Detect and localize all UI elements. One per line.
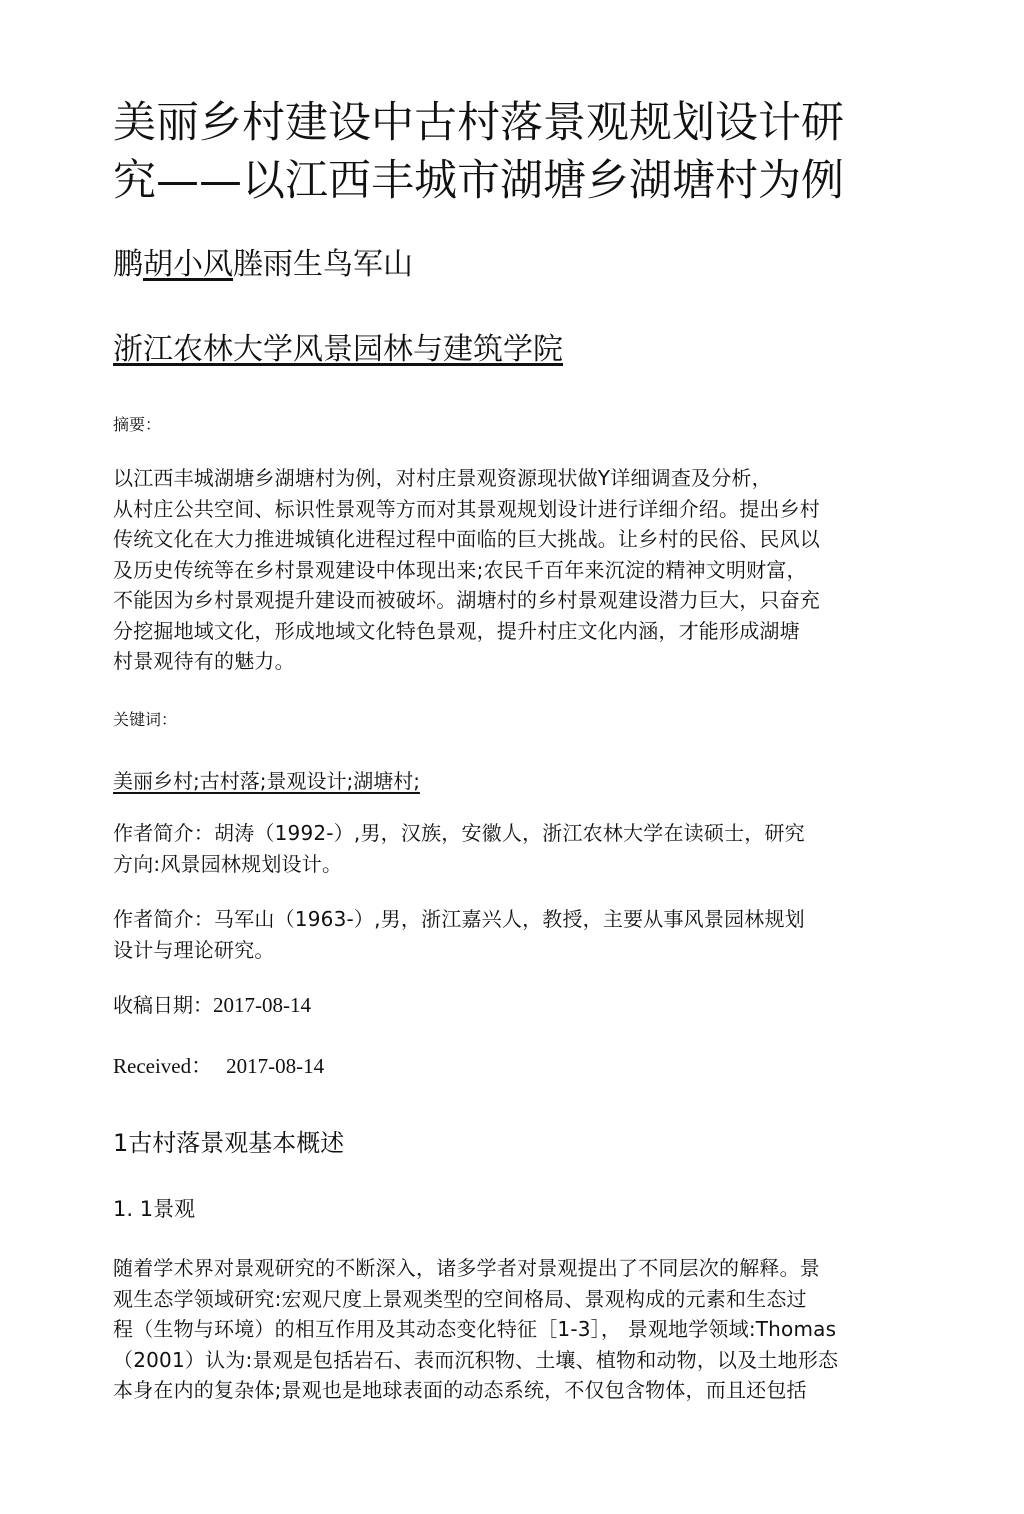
received-date-en-value: 2017-08-14: [226, 1054, 325, 1078]
keywords: 美丽乡村;古村落;景观设计;湖塘村;: [113, 769, 420, 793]
abstract-line: 分挖掘地域文化，形成地域文化特色景观，提升村庄文化内涵，才能形成湖塘: [113, 618, 800, 643]
author-bio-line: 方向:风景园林规划设计。: [113, 851, 343, 876]
abstract-line: 村景观待有的魅力。: [113, 649, 295, 673]
body-line: 本身在内的复杂体;景观也是地球表面的动态系统，不仅包含物体，而且还包括: [113, 1378, 807, 1402]
author-bio-line: 作者简介：胡涛（1992-）,男，汉族，安徽人，浙江农林大学在读硕士，研究: [113, 821, 805, 845]
abstract-label: 摘要：: [113, 415, 162, 434]
section-heading-1: 1古村落景观基本概述: [113, 1129, 345, 1157]
section-heading-1-1: 1. 1景观: [113, 1197, 196, 1221]
paper-title: [113, 94, 933, 210]
body-line: 随着学术界对景观研究的不断深入，诸多学者对景观提出了不同层次的解释。景: [113, 1256, 820, 1280]
received-date-cn-value: 2017-08-14: [213, 993, 311, 1017]
received-date-cn: [113, 991, 311, 1019]
author-text: 塍雨生鸟军山: [233, 247, 413, 282]
keywords-label: 关键词：: [113, 710, 178, 729]
abstract-line: 及历史传统等在乡村景观建设中体现出来;农民千百年来沉淀的精神文明财富，: [113, 557, 807, 582]
author-text-underlined: 胡小风: [143, 247, 233, 282]
body-line: 程（生物与环境）的相互作用及其动态变化特征［1-3］， 景观地学领域:Thomas: [113, 1317, 837, 1341]
received-date-cn-label: 收稿日期：: [113, 993, 213, 1017]
abstract-body: [113, 463, 913, 677]
title-line: 究——以江西丰城市湖塘乡湖塘村为例: [113, 156, 844, 206]
section-1-1-body: [113, 1253, 913, 1406]
author-bio-line: 设计与理论研究。: [113, 937, 275, 962]
author-text: 鹏: [113, 247, 143, 282]
abstract-line: 从村庄公共空间、标识性景观等方而对其景观规划设计进行详细介绍。提出乡村: [113, 496, 820, 521]
received-date-en-label: Received：: [113, 1054, 213, 1078]
affiliation: 浙江农林大学风景园林与建筑学院: [113, 332, 563, 367]
author-list: [113, 245, 413, 285]
author-bio-2: [113, 904, 913, 965]
body-line: （2001）认为:景观是包括岩石、表而沉积物、土壤、植物和动物，以及土地形态: [113, 1347, 839, 1372]
abstract-line: 传统文化在大力推进城镇化进程过程中面临的巨大挑战。让乡村的民俗、民风以: [113, 527, 820, 551]
abstract-line: 不能因为乡村景观提升建设而被破坏。湖塘村的乡村景观建设潜力巨大，只奋充: [113, 588, 820, 612]
received-date-en: [113, 1052, 324, 1080]
author-bio-line: 作者简介：马军山（1963-）,男，浙江嘉兴人，教授，主要从事风景园林规划: [113, 907, 805, 931]
abstract-line: 以江西丰城湖塘乡湖塘村为例，对村庄景观资源现状做Y详细调查及分析，: [113, 466, 772, 490]
author-bio-1: [113, 818, 913, 879]
body-line: 观生态学领域研究:宏观尺度上景观类型的空间格局、景观构成的元素和生态过: [113, 1286, 807, 1311]
title-line: 美丽乡村建设中古村落景观规划设计研: [113, 98, 844, 148]
